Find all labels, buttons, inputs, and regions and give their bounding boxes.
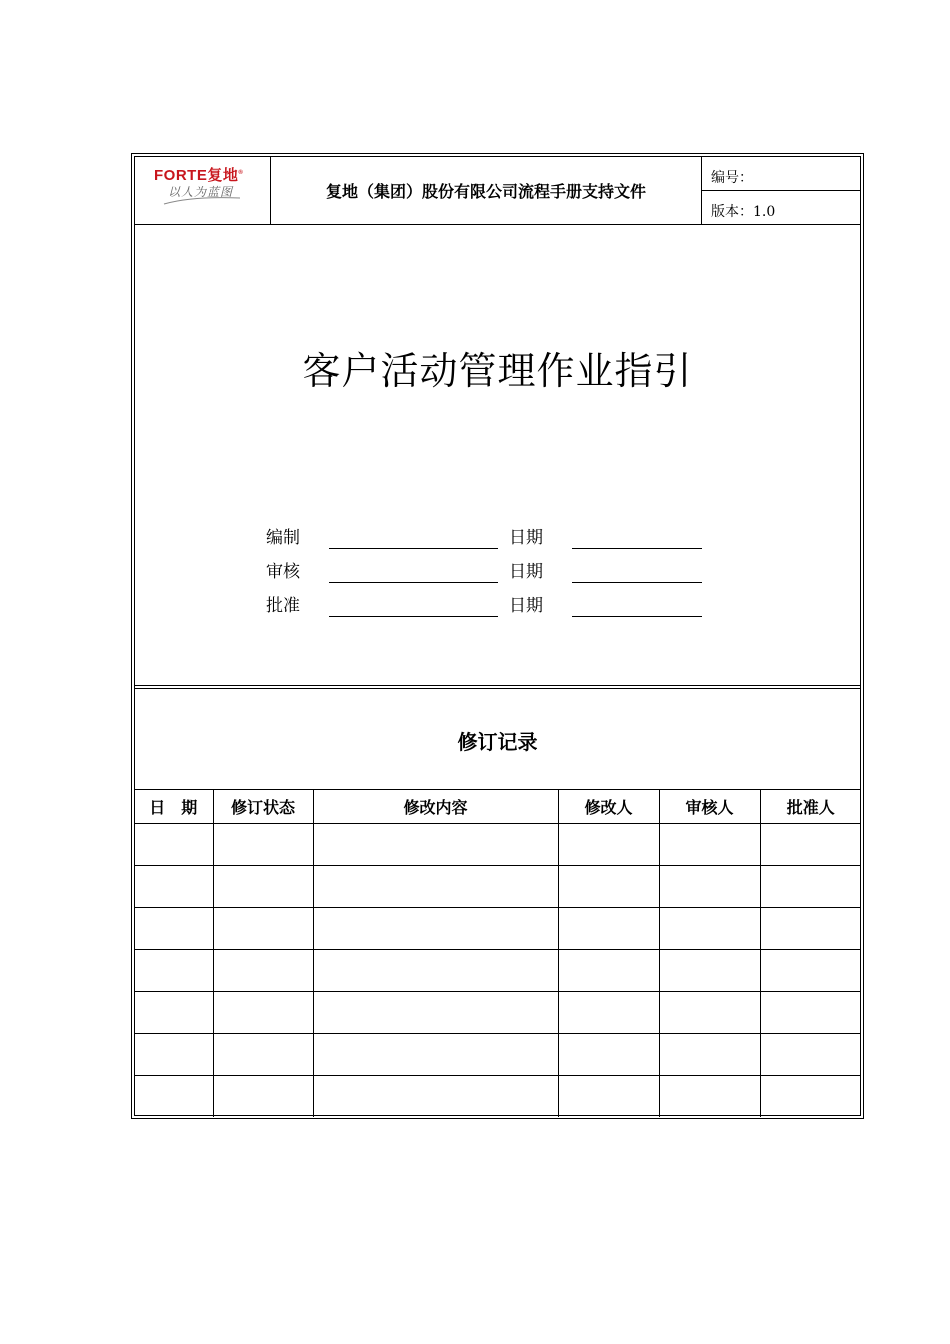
- signature-date-label: 日期: [509, 562, 543, 582]
- table-cell[interactable]: [313, 1034, 558, 1076]
- column-header-modifier: 修改人: [558, 790, 659, 824]
- table-cell[interactable]: [134, 866, 213, 908]
- table-cell[interactable]: [760, 950, 861, 992]
- table-cell[interactable]: [760, 1076, 861, 1118]
- table-cell[interactable]: [659, 866, 760, 908]
- document-number-label: 编号：: [711, 170, 753, 186]
- section-divider: [134, 688, 861, 689]
- table-cell[interactable]: [760, 992, 861, 1034]
- table-cell[interactable]: [760, 908, 861, 950]
- signature-date-label: 日期: [509, 528, 543, 548]
- column-header-content: 修改内容: [313, 790, 558, 824]
- table-cell[interactable]: [313, 866, 558, 908]
- table-cell[interactable]: [213, 1034, 313, 1076]
- table-cell[interactable]: [659, 992, 760, 1034]
- table-row: [134, 866, 861, 908]
- table-header-row: [134, 790, 861, 824]
- column-header-date: 日 期: [134, 790, 213, 824]
- signature-date-label: 日期: [509, 596, 543, 616]
- table-cell[interactable]: [213, 992, 313, 1034]
- column-header-approver: 批准人: [760, 790, 861, 824]
- table-row: [134, 950, 861, 992]
- signature-line[interactable]: [329, 616, 498, 617]
- table-cell[interactable]: [659, 908, 760, 950]
- table-cell[interactable]: [134, 1034, 213, 1076]
- table-cell[interactable]: [213, 824, 313, 866]
- table-cell[interactable]: [760, 824, 861, 866]
- revision-title: 修订记录: [457, 730, 538, 754]
- signature-role-label: 审核: [266, 562, 300, 582]
- table-cell[interactable]: [558, 1076, 659, 1118]
- table-cell[interactable]: [659, 950, 760, 992]
- table-cell[interactable]: [313, 1076, 558, 1118]
- table-cell[interactable]: [558, 1034, 659, 1076]
- column-header-reviewer: 审核人: [659, 790, 760, 824]
- table-cell[interactable]: [659, 1076, 760, 1118]
- header-field-divider: [701, 190, 861, 191]
- table-cell[interactable]: [558, 950, 659, 992]
- column-header-status: 修订状态: [213, 790, 313, 824]
- table-cell[interactable]: [134, 908, 213, 950]
- table-cell[interactable]: [558, 866, 659, 908]
- table-cell[interactable]: [313, 992, 558, 1034]
- table-cell[interactable]: [760, 866, 861, 908]
- table-cell[interactable]: [213, 950, 313, 992]
- signature-date-line[interactable]: [572, 548, 702, 549]
- signature-line[interactable]: [329, 582, 498, 583]
- header-bottom-line: [134, 224, 861, 225]
- document-version-label: 版本：1.0: [711, 204, 776, 220]
- table-cell[interactable]: [659, 824, 760, 866]
- table-row: [134, 908, 861, 950]
- table-cell[interactable]: [213, 908, 313, 950]
- signature-date-line[interactable]: [572, 616, 702, 617]
- table-row: [134, 1076, 861, 1118]
- logo-slogan: 以人为蓝图: [168, 185, 234, 199]
- table-cell[interactable]: [313, 824, 558, 866]
- table-cell[interactable]: [134, 992, 213, 1034]
- signature-role-label: 批准: [266, 596, 300, 616]
- table-cell[interactable]: [558, 992, 659, 1034]
- document-title: 客户活动管理作业指引: [302, 349, 693, 393]
- table-cell[interactable]: [313, 908, 558, 950]
- table-cell[interactable]: [313, 950, 558, 992]
- table-row: [134, 1034, 861, 1076]
- table-cell[interactable]: [760, 1034, 861, 1076]
- table-cell[interactable]: [134, 1076, 213, 1118]
- company-logo: [150, 162, 260, 212]
- table-cell[interactable]: [213, 866, 313, 908]
- table-cell[interactable]: [134, 950, 213, 992]
- table-cell[interactable]: [558, 824, 659, 866]
- table-cell[interactable]: [558, 908, 659, 950]
- table-cell[interactable]: [213, 1076, 313, 1118]
- revision-table: [134, 789, 861, 1117]
- revision-table-body: [134, 824, 861, 1118]
- logo-brand: FORTE复地®: [154, 167, 244, 184]
- signature-date-line[interactable]: [572, 582, 702, 583]
- table-row: [134, 992, 861, 1034]
- section-divider: [134, 685, 861, 686]
- table-cell[interactable]: [134, 824, 213, 866]
- table-cell[interactable]: [659, 1034, 760, 1076]
- table-row: [134, 824, 861, 866]
- signature-role-label: 编制: [266, 528, 300, 548]
- signature-line[interactable]: [329, 548, 498, 549]
- company-title: 复地（集团）股份有限公司流程手册支持文件: [325, 181, 646, 201]
- logo-swoosh-icon: [162, 194, 242, 206]
